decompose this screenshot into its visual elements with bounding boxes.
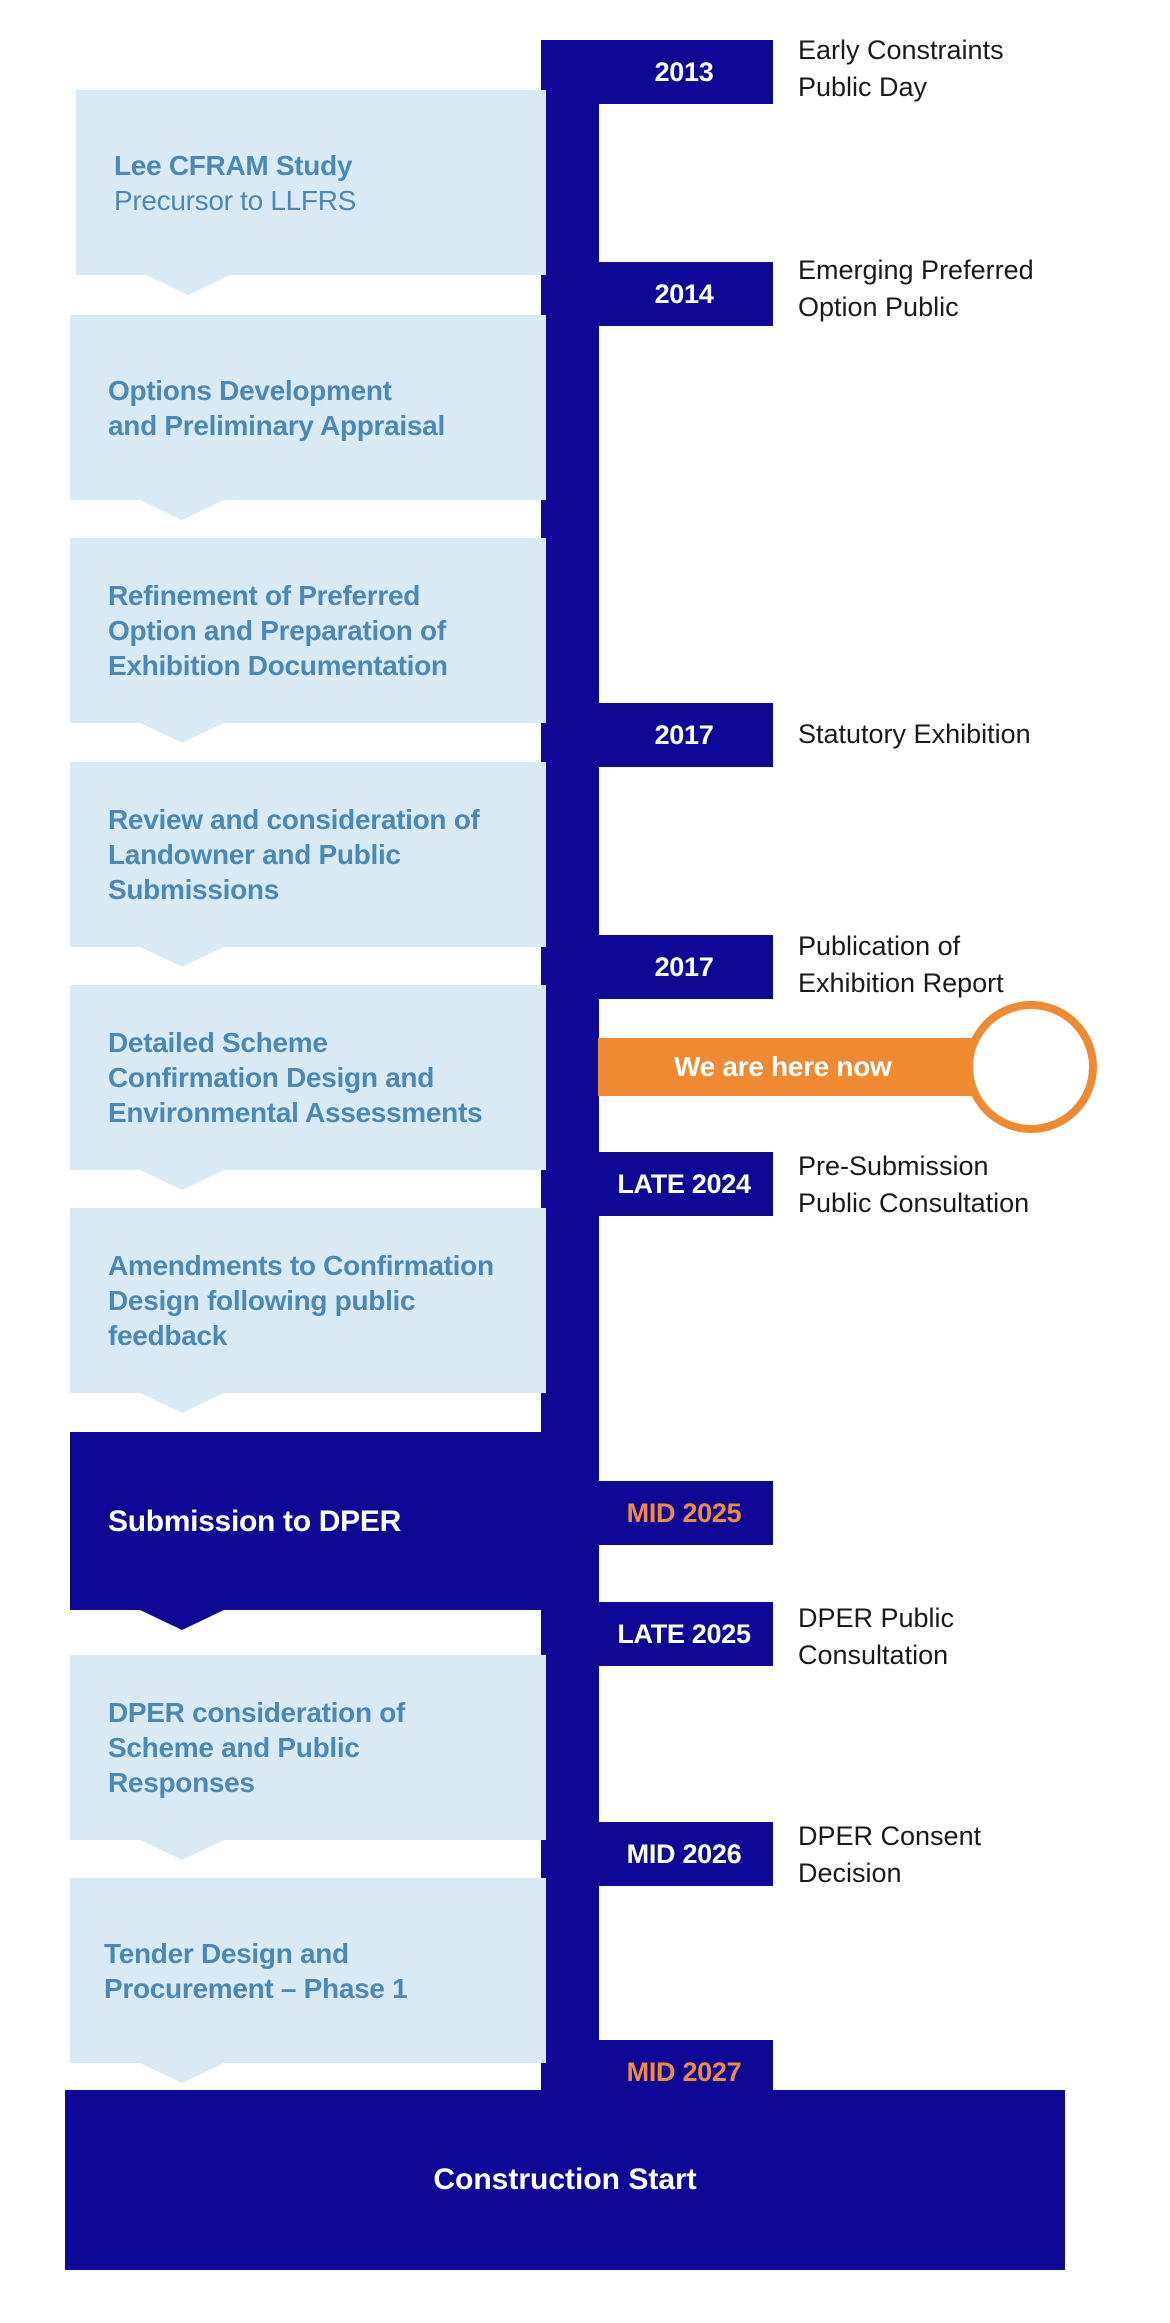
construction-start-label: Construction Start	[433, 2163, 697, 2196]
stage-title: Options Development and Preliminary Appraisal	[108, 374, 445, 441]
milestone-event: Statutory Exhibition	[798, 719, 1031, 749]
stage-title: Amendments to Confirmation Design following public feedback	[108, 1250, 494, 1351]
stage-lee-cfram	[76, 90, 546, 275]
milestone-year: MID 2027	[595, 2040, 773, 2104]
milestone-event: Emerging Preferred Option Public	[798, 255, 1034, 322]
stage-title: Lee CFRAM Study	[114, 149, 353, 181]
milestone-year: LATE 2024	[595, 1152, 773, 1216]
milestone-event: Pre-Submission Public Consultation	[798, 1151, 1030, 1218]
timeline-spine	[541, 40, 599, 2100]
milestone-year: 2014	[595, 262, 773, 326]
current-position-label: We are here now	[674, 1051, 892, 1082]
stage-options-development	[70, 315, 546, 500]
stage-review-submissions	[70, 762, 546, 947]
milestone-year: 2017	[595, 703, 773, 767]
stage-title: Tender Design and Procurement – Phase 1	[104, 1937, 408, 2004]
current-position-ring	[965, 1001, 1097, 1133]
milestone-year: 2013	[595, 40, 773, 104]
milestone-event: Early Constraints Public Day	[798, 35, 1004, 102]
milestone-year: MID 2026	[595, 1822, 773, 1886]
stage-title: Refinement of Preferred Option and Preparation of Exhibition Documentation	[108, 580, 448, 681]
stage-title: Submission to DPER	[108, 1504, 401, 1538]
stage-title: DPER consideration of Scheme and Public Responses	[108, 1697, 406, 1798]
stage-amendments	[70, 1208, 546, 1393]
stage-submission-dper	[70, 1432, 546, 1610]
construction-start-block	[65, 2090, 1065, 2270]
stage-title: Review and consideration of Landowner and Public Submissions	[108, 804, 480, 905]
stage-refinement	[70, 538, 546, 723]
stage-subtitle: Precursor to LLFRS	[114, 184, 357, 216]
milestone-year: MID 2025	[595, 1481, 773, 1545]
milestone-year: 2017	[595, 935, 773, 999]
milestone-year: LATE 2025	[595, 1602, 773, 1666]
milestone-event: DPER Consent Decision	[798, 1821, 982, 1888]
stage-tender-design	[70, 1878, 546, 2063]
milestone-event: DPER Public Consultation	[798, 1603, 955, 1670]
milestone-event: Publication of Exhibition Report	[798, 931, 1004, 998]
stage-title: Detailed Scheme Confirmation Design and Environmental Assessments	[108, 1027, 483, 1128]
stage-detailed-design	[70, 985, 546, 1170]
current-position-bar	[598, 1038, 998, 1096]
stage-dper-consideration	[70, 1655, 546, 1840]
